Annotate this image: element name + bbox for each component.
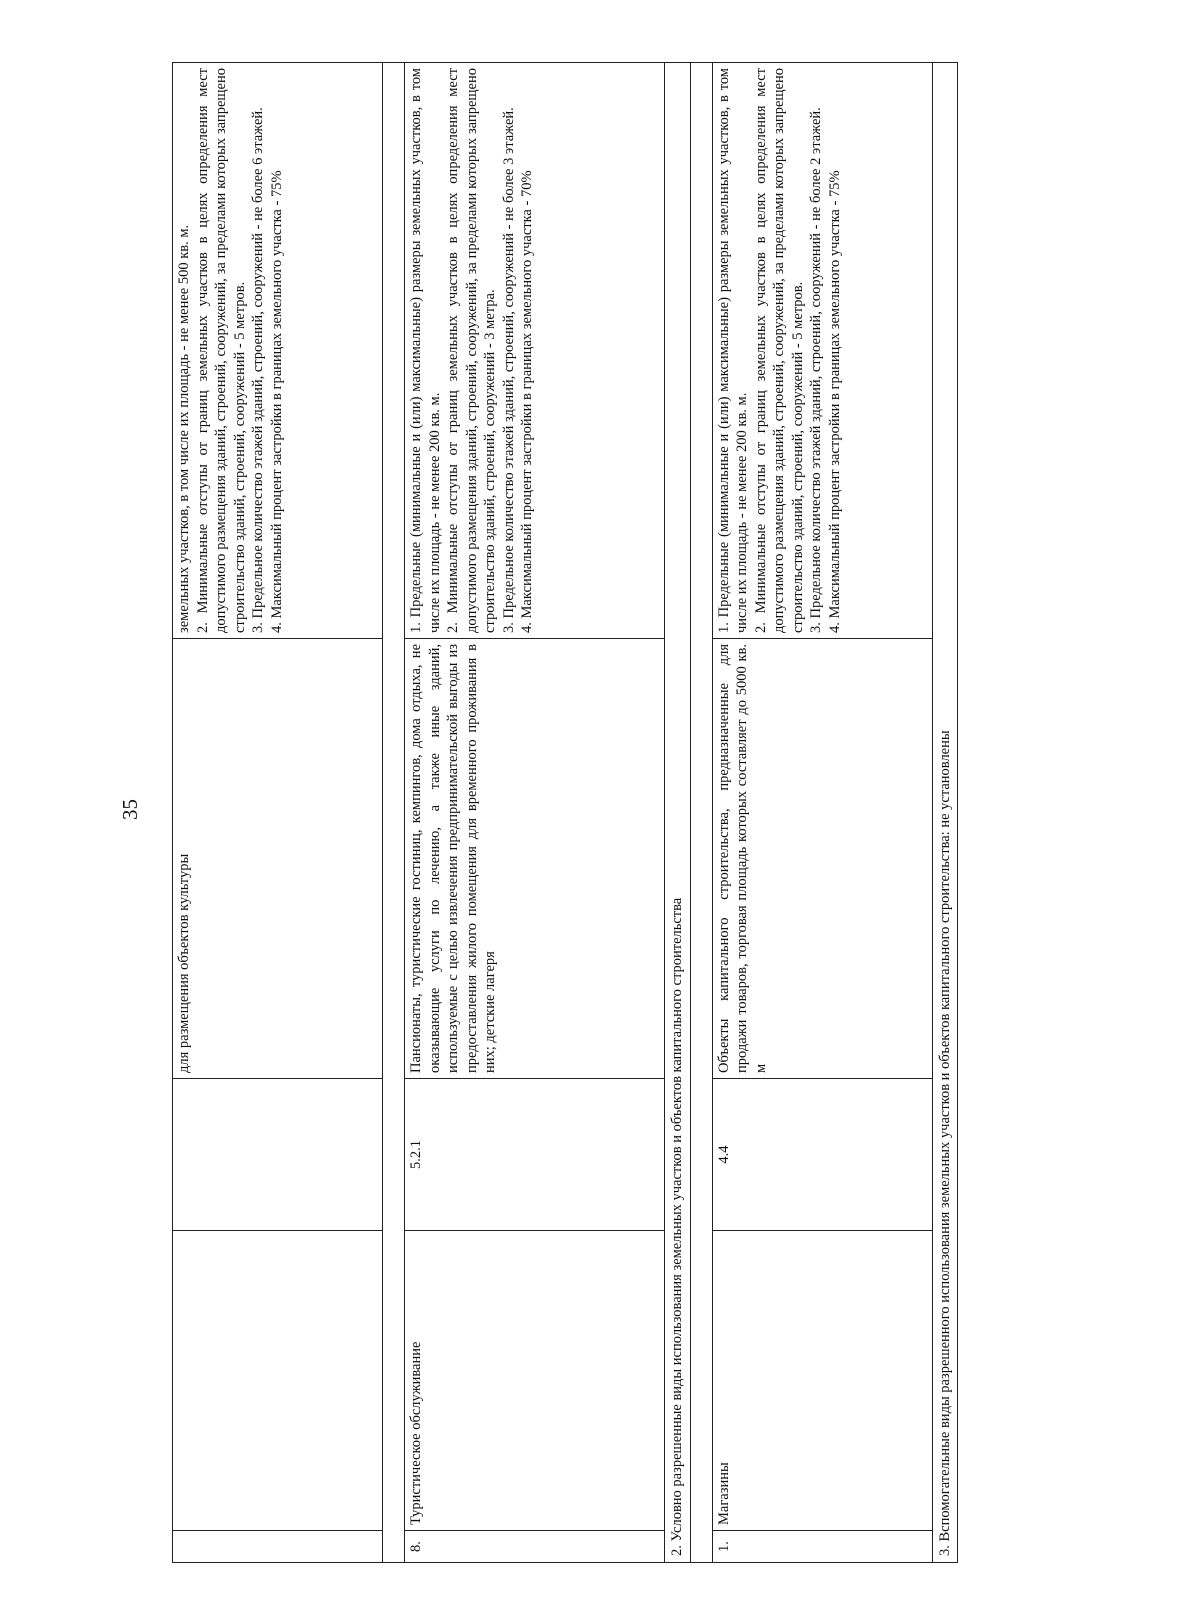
section-heading-3: 3. Вспомогательные виды разрешенного использования земельных участков и объектов капитального строительства: не установлены — [932, 63, 958, 1563]
parameter-line: 4. Максимальный процент застройки в границах земельного участка - 75% — [268, 170, 285, 633]
parameters-cell — [173, 63, 383, 639]
use-code-cell — [173, 1079, 383, 1231]
page-number: 35 — [118, 799, 142, 820]
row-number-cell: 1. — [712, 1531, 932, 1563]
spacer-row — [383, 63, 405, 1563]
parameter-line: 3. Предельное количество этажей зданий, строений, сооружений - не более 6 этажей. — [250, 107, 267, 633]
parameter-line: 1. Предельные (минимальные и (или) максимальные) размеры земельных участков, в том числе их площадь - не менее 200 кв. м. — [408, 68, 443, 633]
parameter-line: 4. Максимальный процент застройки в границах земельного участка - 75% — [826, 170, 843, 633]
use-code-cell: 5.2.1 — [405, 1079, 665, 1231]
parameters-cell — [405, 63, 665, 639]
use-code-cell: 4.4 — [712, 1079, 932, 1231]
land-use-table — [172, 62, 958, 1563]
use-name-cell — [173, 1231, 383, 1531]
use-name-cell: Туристическое обслуживание — [405, 1231, 665, 1531]
parameter-line: 2. Минимальные отступы от границ земельных участков в целях определения мест допустимого размещения зданий, строений, сооружений, за пределами которых запрещено строительство зданий, строений, сооружений - 5 метров. — [752, 68, 806, 633]
row-number-cell — [173, 1531, 383, 1563]
parameter-line: 4. Максимальный процент застройки в границах земельного участка - 70% — [519, 170, 536, 633]
use-description-cell: Пансионаты, туристические гостиниц, кемпингов, дома отдыха, не оказывающие услуги по лечению, а также иные зданий, используемые с целью извлечения предпринимательской выгоды из предоставления жилого помещения для временного проживания в них; детские лагеря — [405, 639, 665, 1079]
section-heading-row — [665, 63, 691, 1563]
row-number-cell: 8. — [405, 1531, 665, 1563]
rotated-table-wrapper — [172, 63, 984, 1563]
parameter-line: 2. Минимальные отступы от границ земельных участков в целях определения мест допустимого размещения зданий, строений, сооружений, за пределами которых запрещено строительство зданий, строений, сооружений - 5 метров. — [194, 68, 248, 633]
parameter-line: 1. Предельные (минимальные и (или) максимальные) размеры земельных участков, в том числе их площадь - не менее 200 кв. м. — [715, 68, 751, 633]
use-description-cell: Объекты капитального строительства, предназначенные для продажи товаров, торговая площадь которых составляет до 5000 кв. м — [712, 639, 932, 1079]
use-description-cell: для размещения объектов культуры — [173, 639, 383, 1079]
parameter-line: 2. Минимальные отступы от границ земельных участков в целях определения мест допустимого размещения зданий, строений, сооружений, за пределами которых запрещено строительство зданий, строений, сооружений - 3 метра. — [445, 68, 499, 633]
use-name-cell: Магазины — [712, 1231, 932, 1531]
parameter-line: 3. Предельное количество этажей зданий, строений, сооружений - не более 3 этажей. — [500, 107, 517, 633]
spacer-row — [690, 63, 712, 1563]
table-row — [712, 63, 932, 1563]
table-row — [405, 63, 665, 1563]
parameter-line: земельных участков, в том числе их площадь - не менее 500 кв. м. — [176, 224, 192, 633]
section-heading-row — [932, 63, 958, 1563]
parameter-line: 3. Предельное количество этажей зданий, строений, сооружений - не более 2 этажей. — [808, 107, 825, 633]
parameters-cell — [712, 63, 932, 639]
section-heading-2: 2. Условно разрешенные виды использования земельных участков и объектов капитального строительства — [665, 63, 691, 1563]
table-row — [173, 63, 383, 1563]
